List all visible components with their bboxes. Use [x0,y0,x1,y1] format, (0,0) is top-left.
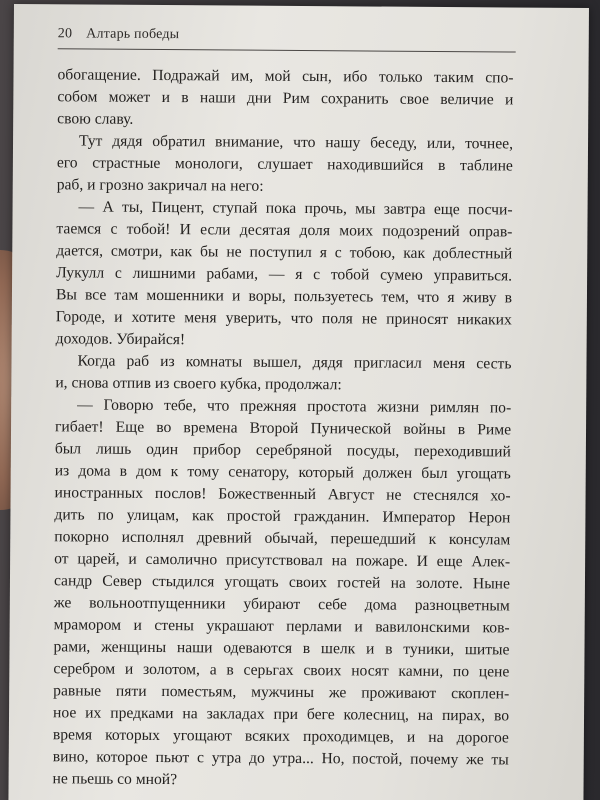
text-line: мрамором и стены украшают перлами и вавилонскими ков- [53,616,510,637]
text-line: от царей, и самолично присутствовал на пожаре. И еще Алек- [54,550,511,571]
running-title: Алтарь победы [86,26,180,43]
text-line: серебром и золотом, а в серьгах своих носят камни, по цене [53,660,510,681]
text-line: раб, и грозно закричал на него: [56,176,264,195]
text-line: Вы все там мошенники и воры, пользуетесь тем, что я живу в [55,286,513,307]
text-line: Тут дядя обратил внимание, что нашу беседу, или, точнее, [78,132,514,153]
text-line: равные пяти поместьям, мужчины же проживают скоплен- [53,682,510,703]
text-line: дить по улицам, как простой гражданин. Император Нерон [54,506,511,527]
paragraph [56,196,513,353]
text-line: был лишь один прибор серебряной посуды, переходивший [54,440,511,461]
text-line: — А ты, Пицент, ступай пока прочь, мы завтра еще посчи- [78,198,513,219]
text-line: свою славу. [57,110,134,128]
page-number: 20 [57,26,73,42]
text-line: Когда раб из комнаты вышел, дядя пригласил меня сесть [77,352,512,373]
text-line: же вольноотпущенники убирают себе дома разноцветным [53,594,510,615]
text-line: таемся с тобой! И если десятая доля моих подозрений оправ- [56,220,513,241]
paragraph [57,130,513,199]
text-line: доходов. Убирайся! [55,330,186,349]
paragraph [55,350,511,397]
text-line: рами, женщины наши одеваются в шелк и в туники, шитые [53,638,510,659]
text-line: ное их предками на закладах при беге колесниц, на пирах, во [52,704,510,725]
book-page [8,4,589,800]
text-line: его страстные монологи, слушает находившийся в таблине [56,154,513,175]
text-line: дается, смотри, как бы не поступил я с тобою, как доблестный [56,242,513,263]
text-line: и, снова отпив из своего кубка, продолжал: [55,374,342,394]
text-line: сандр Север стыдился угощать своих гостей на золоте. Ныне [53,572,511,593]
text-line: Лукулл с лишними рабами, — я с тобой сумею управиться. [56,264,513,285]
running-header [58,26,508,45]
text-line: собом может и в наши дни Рим сохранить свое величие и [57,88,514,109]
text-line: не пьешь со мной? [52,770,178,789]
text-line: гибает! Еще во времена Второй Пунической войны в Риме [54,418,512,439]
text-line: покорно исполнял древний обычай, перешедший к консулам [54,528,511,549]
text-line: Городе, и хотите меня уверить, что поля не приносят никаких [55,308,512,329]
text-line: иностранных послов! Божественный Август не стеснялся хо- [54,484,511,505]
text-line: обогащение. Подражай им, мой сын, ибо только таким спо- [57,66,514,87]
paragraph [53,394,512,793]
paragraph [57,64,513,133]
text-line: вино, которое пьют с утра до утра... Но, постой, почему же ты [52,748,509,769]
text-line: время которых угощают всяких проходимцев, и на дорогое [52,726,509,747]
text-line: из дома в дом к тому сенатору, который должен был угощать [54,462,511,483]
page-body-text [53,64,514,793]
text-line: — Говорю тебе, что прежняя простота жизни римлян по- [77,396,512,417]
header-rule [58,48,516,52]
